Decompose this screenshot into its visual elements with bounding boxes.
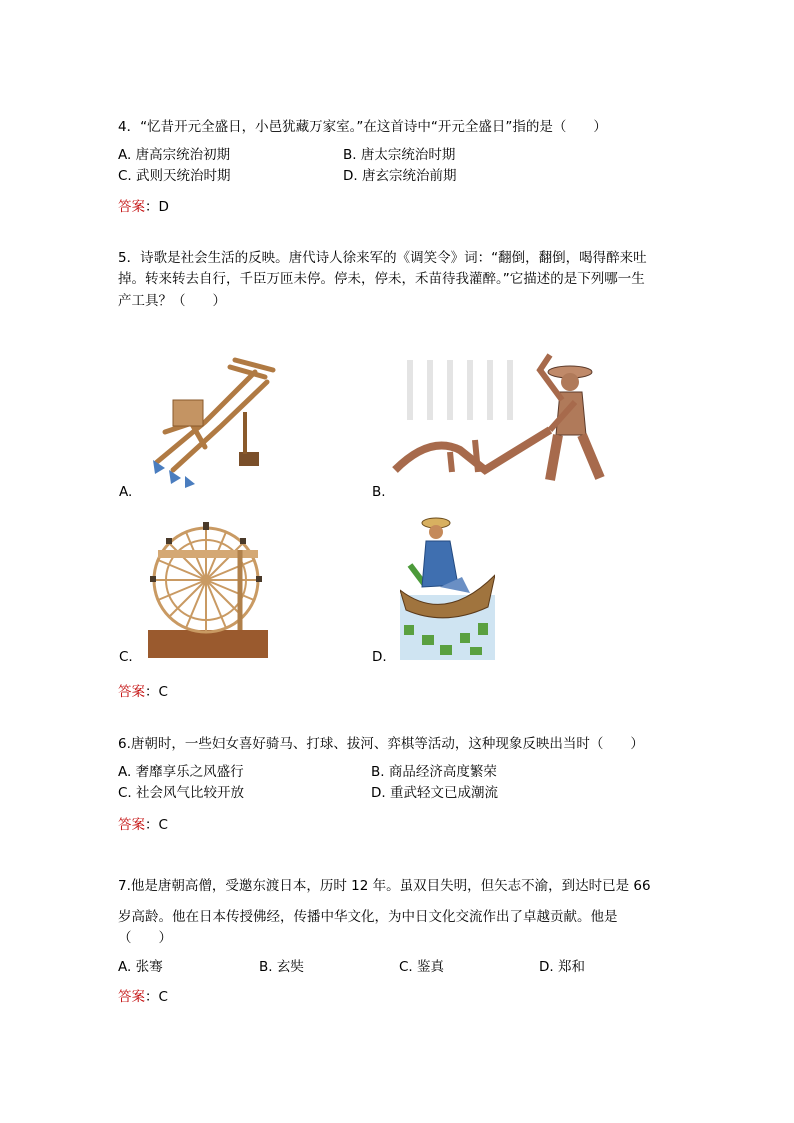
answer-label: 答案	[118, 684, 145, 700]
q6-option-a: A. 奢靡享乐之风盛行	[118, 764, 244, 780]
q5-answer	[118, 686, 168, 700]
q5-stem-line-2: 掉。转来转去自行，千臣万匝未停。停未，停未，禾苗待我灌醉。”它描述的是下列哪一生	[118, 271, 645, 287]
waterwheel-image	[148, 520, 268, 658]
q4-stem: 4．“忆昔开元全盛日，小邑犹藏万家室。”在这首诗中“开元全盛日”指的是（ ）	[118, 119, 607, 135]
q4-option-c: C. 武则天统治时期	[118, 168, 231, 184]
q4-option-b: B. 唐太宗统治时期	[343, 147, 456, 163]
q7-stem-line-3: （ ）	[118, 930, 172, 946]
q4-answer	[118, 201, 169, 215]
plough-farmer-image	[390, 340, 605, 488]
answer-label: 答案	[118, 817, 145, 833]
q7-answer	[118, 991, 168, 1005]
answer-label: 答案	[118, 989, 145, 1005]
q7-option-b: B. 玄奘	[259, 959, 304, 975]
seedling-boat-image	[400, 515, 495, 660]
q6-stem: 6.唐朝时，一些妇女喜好骑马、打球、拔河、弈棋等活动，这种现象反映出当时（ ）	[118, 736, 644, 752]
curved-plough-image	[135, 352, 277, 490]
q5-image-label-a: A.	[119, 484, 133, 500]
q6-option-d: D. 重武轻文已成潮流	[371, 785, 498, 801]
q7-stem-line-1: 7.他是唐朝高僧，受邀东渡日本，历时 12 年。虽双目失明，但矢志不渝，到达时已是 66	[118, 878, 651, 894]
answer-value: ：C	[145, 817, 168, 833]
answer-value: ：C	[145, 684, 168, 700]
q6-option-b: B. 商品经济高度繁荣	[371, 764, 497, 780]
q7-stem-line-2: 岁高龄。他在日本传授佛经，传播中华文化，为中日文化交流作出了卓越贡献。他是	[118, 909, 618, 925]
q7-option-a: A. 张骞	[118, 959, 163, 975]
q6-answer	[118, 819, 168, 833]
q7-option-c: C. 鉴真	[399, 959, 445, 975]
q5-image-label-b: B.	[372, 484, 386, 500]
q4-option-d: D. 唐玄宗统治前期	[343, 168, 457, 184]
q7-option-d: D. 郑和	[539, 959, 585, 975]
answer-value: ：D	[145, 199, 169, 215]
answer-value: ：C	[145, 989, 168, 1005]
q5-stem-line-1: 5．诗歌是社会生活的反映。唐代诗人徐来军的《调笑令》词：“翻倒，翻倒，喝得醉来吐	[118, 250, 647, 266]
q6-option-c: C. 社会风气比较开放	[118, 785, 245, 801]
answer-label: 答案	[118, 199, 145, 215]
q4-option-a: A. 唐高宗统治初期	[118, 147, 231, 163]
q5-image-label-c: C.	[119, 649, 133, 665]
q5-stem-line-3: 产工具？（ ）	[118, 293, 226, 309]
q5-image-label-d: D.	[372, 649, 387, 665]
